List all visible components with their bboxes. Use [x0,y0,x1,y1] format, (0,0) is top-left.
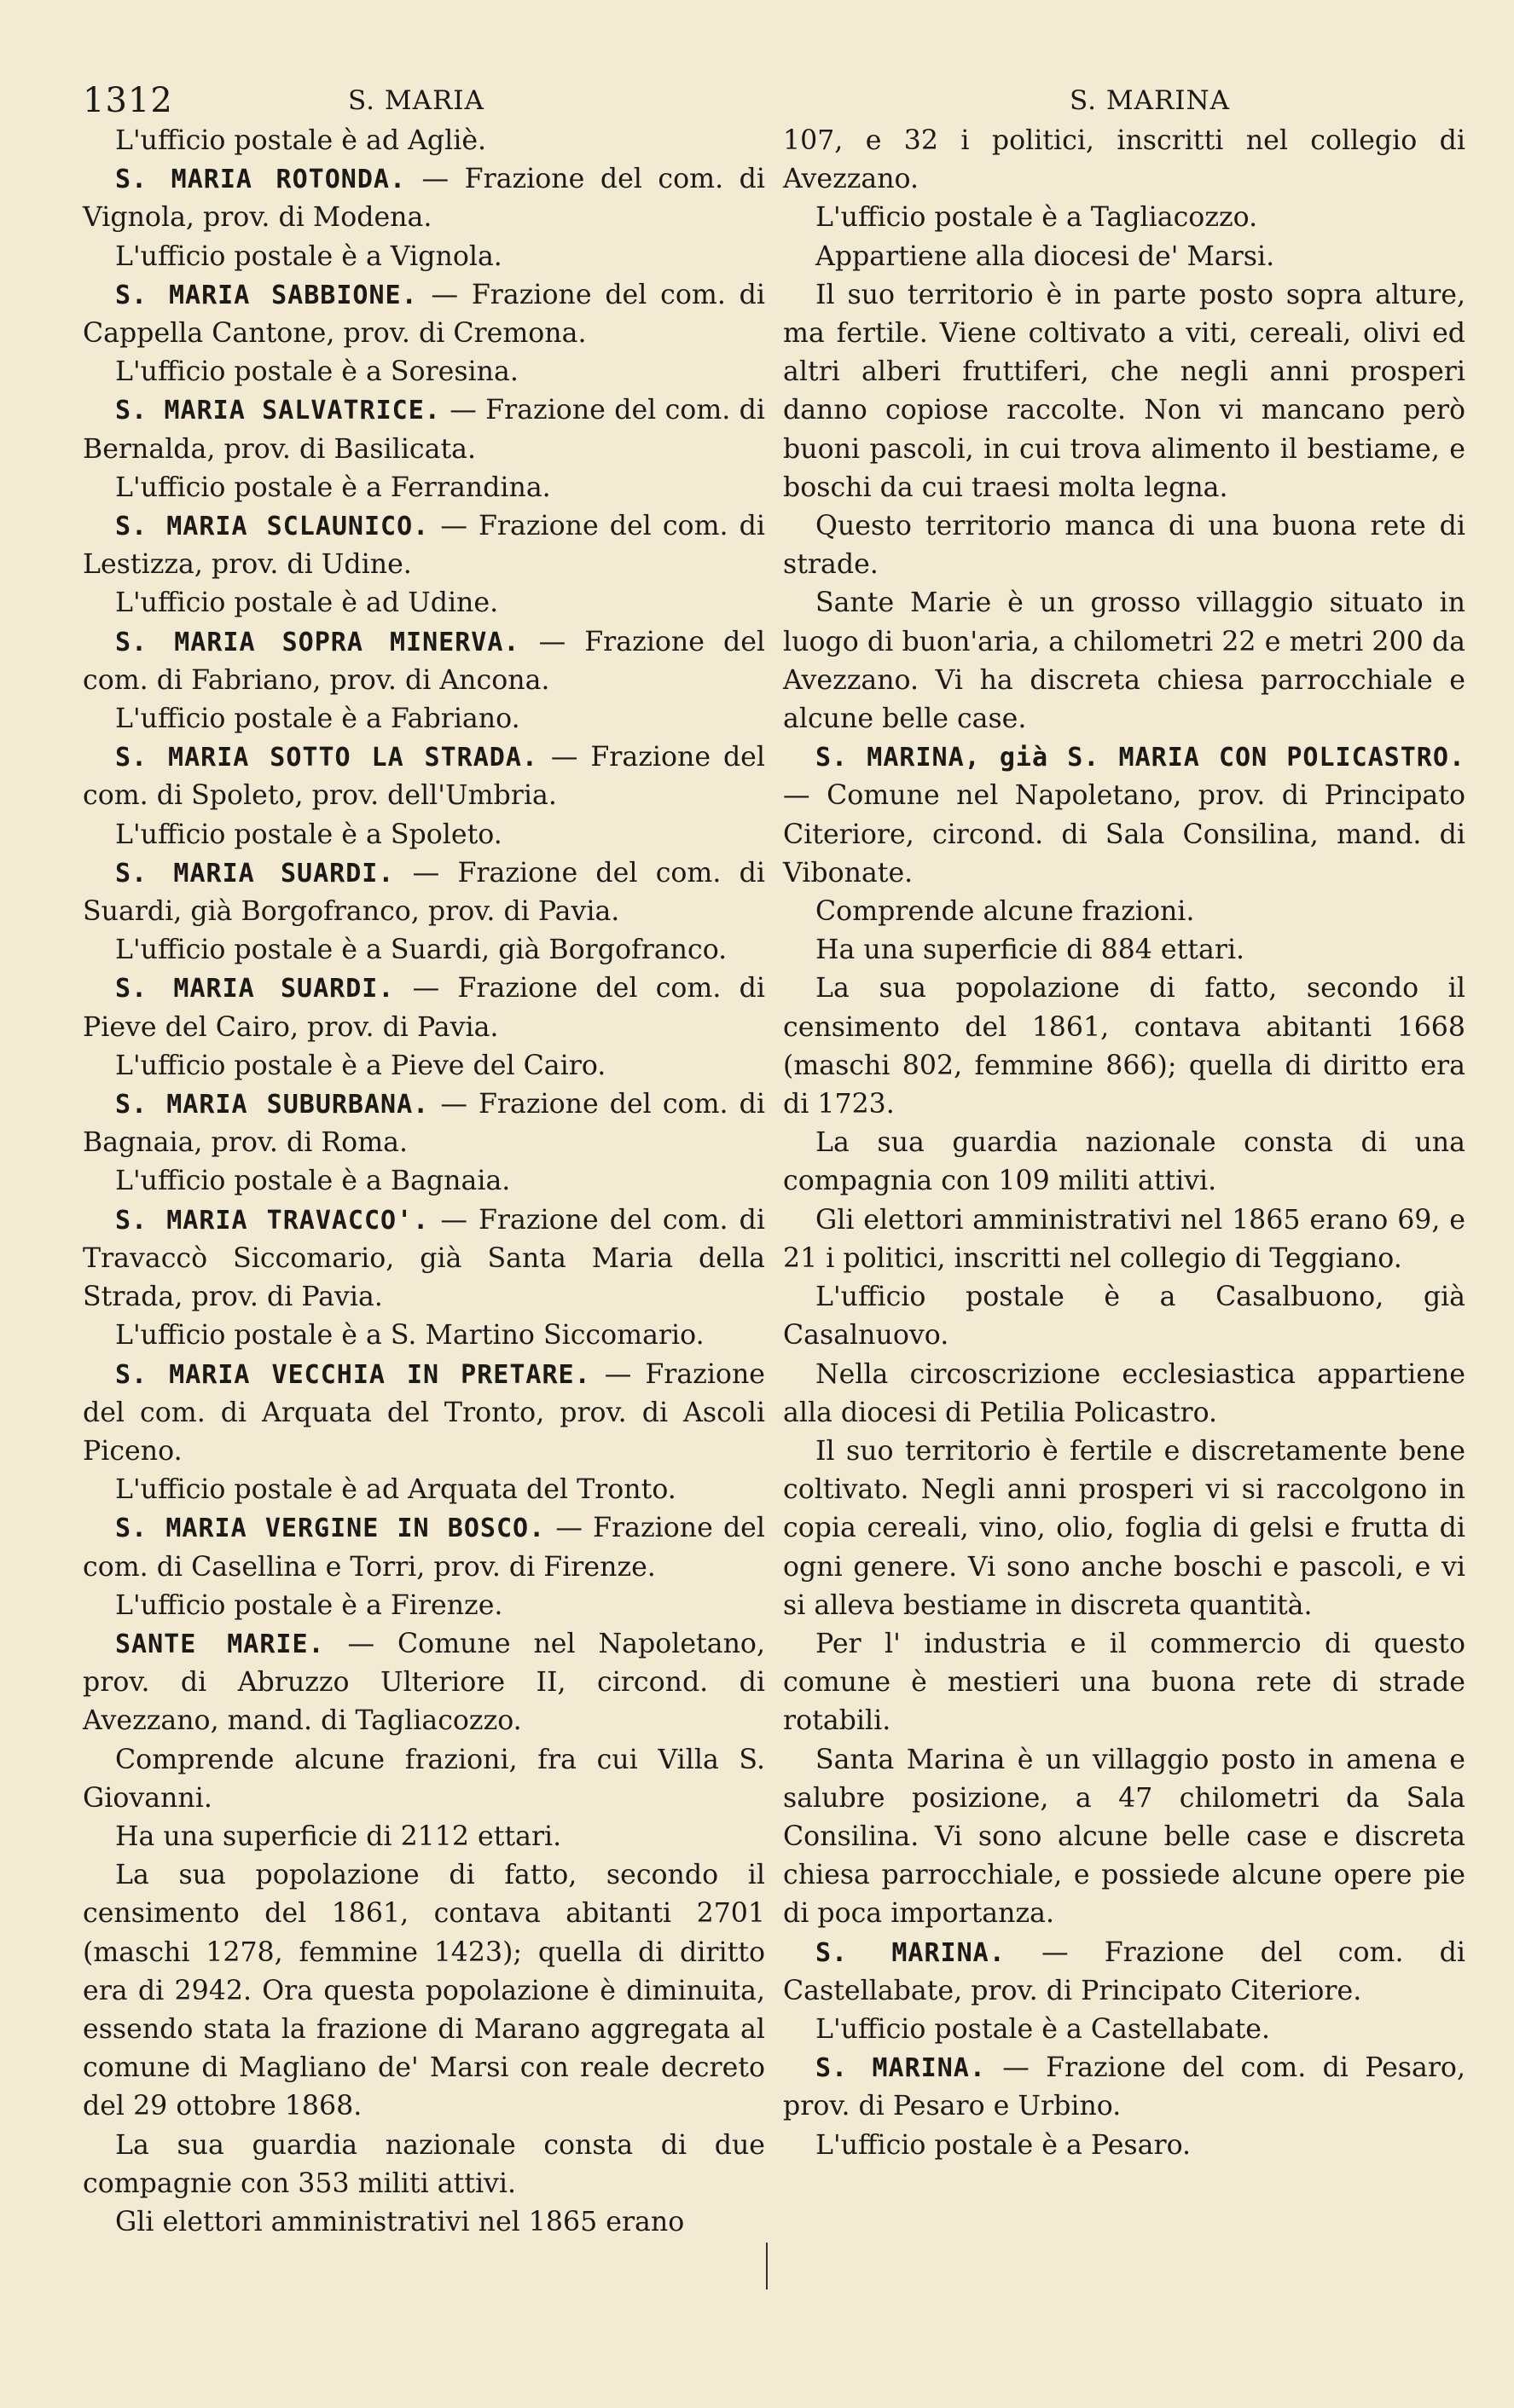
entry-paragraph [83,122,765,160]
entry-paragraph [83,1587,765,1625]
entry-text: Ha una superficie di 884 ettari. [815,935,1245,966]
entry-paragraph [83,160,765,237]
entry-paragraph [83,1047,765,1085]
entry-paragraph [83,816,765,854]
entry-paragraph [783,276,1465,507]
entry-text: Il suo territorio è fertile e discretamente bene coltivato. Negli anni prosperi vi si raccolgono in copia cereali, vino, olio, foglia di gelsi e frutta di ogni genere. Vi sono anche boschi e pascoli, e vi si alleva bestiame in discreta quantità. [783,1435,1465,1621]
entry-paragraph [83,1509,765,1586]
entry-headword: S. MARIA SABBIONE. [115,280,418,310]
entry-text: Comprende alcune frazioni. [815,896,1195,928]
entry-text: Gli elettori amministrativi nel 1865 erano [115,2206,685,2237]
entry-headword: S. MARIA VECCHIA IN PRETARE. [115,1359,591,1390]
entry-text: — Frazione del com. di Cappella Cantone, prov. di Cremona. [83,279,766,350]
entry-text: Appartiene alla diocesi de' Marsi. [815,240,1275,272]
entry-paragraph [783,1124,1465,1201]
entry-paragraph [783,122,1465,199]
entry-paragraph [83,970,765,1046]
entry-paragraph [83,353,765,391]
entry-text: L'ufficio postale è a Pieve del Cairo. [115,1050,606,1081]
entry-paragraph [83,1471,765,1509]
entry-paragraph [83,2203,765,2242]
entry-text: L'ufficio postale è a S. Martino Siccomario. [115,1320,705,1352]
entry-text: L'ufficio postale è a Tagliacozzo. [815,202,1258,234]
entry-paragraph [83,1625,765,1741]
entry-text: L'ufficio postale è a Vignola. [115,240,502,272]
entry-text: Gli elettori amministrativi nel 1865 erano 69, e 21 i politici, inscritti nel collegio di Teggiano. [783,1204,1465,1274]
entry-paragraph [83,1741,765,1818]
entry-paragraph [83,2127,765,2203]
entry-paragraph [783,1278,1465,1355]
entry-text: — Frazione del com. di Suardi, già Borgofranco, prov. di Pavia. [83,857,765,928]
entry-text: — Frazione del com. di Casellina e Torri, prov. di Firenze. [83,1513,765,1583]
entry-headword: S. MARINA. [815,1937,1006,1968]
entry-paragraph [783,2011,1465,2049]
entry-paragraph [783,738,1465,893]
entry-paragraph [83,469,765,507]
left-running-head: S. MARIA [348,85,484,116]
entry-paragraph [83,1317,765,1355]
entry-paragraph [783,893,1465,931]
entry-text: La sua guardia nazionale consta di una compagnia con 109 militi attivi. [783,1127,1465,1197]
entry-paragraph [83,391,765,468]
entry-paragraph [83,700,765,738]
entry-text: L'ufficio postale è a Pesaro. [815,2129,1192,2161]
column-rule [766,2243,768,2289]
entry-paragraph [783,199,1465,237]
entry-text: L'ufficio postale è a Soresina. [115,356,519,388]
entry-paragraph [783,1201,1465,1278]
entry-paragraph [83,276,765,353]
entry-text: — Frazione del com. di Vignola, prov. di Modena. [83,164,765,234]
entry-text: Per l' industria e il commercio di questo comune è mestieri una buona rete di strade rotabili. [783,1628,1465,1737]
entry-text: — Frazione del com. di Castellabate, prov. di Principato Citeriore. [783,1936,1465,2006]
entry-text: Comprende alcune frazioni, fra cui Villa S. Giovanni. [83,1744,765,1814]
entry-paragraph [783,1625,1465,1741]
entry-text: Ha una superficie di 2112 ettari. [115,1820,562,1852]
entry-headword: S. MARIA ROTONDA. [115,165,407,195]
entry-text: — Frazione del com. di Fabriano, prov. di Ancona. [83,626,765,696]
entry-headword: S. MARIA SUBURBANA. [115,1090,430,1120]
entry-text: La sua guardia nazionale consta di due compagnie con 353 militi attivi. [83,2129,765,2199]
page-number: 1312 [83,81,173,120]
entry-text: — Frazione del com. di Travaccò Siccomario, già Santa Maria della Strada, prov. di Pavia. [83,1204,765,1313]
left-column [83,122,765,2242]
entry-headword: S. MARIA SUARDI. [115,974,395,1004]
entry-headword: S. MARIA SUARDI. [115,858,395,889]
entry-paragraph [783,507,1465,584]
entry-paragraph [783,1356,1465,1433]
entry-text: L'ufficio postale è ad Agliè. [115,125,487,156]
entry-text: L'ufficio postale è a Castellabate. [815,2013,1271,2045]
entry-paragraph [783,1741,1465,1934]
entry-text: Nella circoscrizione ecclesiastica appartiene alla diocesi di Petilia Policastro. [783,1358,1465,1428]
entry-headword: S. MARIA TRAVACCO'. [115,1205,430,1236]
entry-text: — Frazione del com. di Arquata del Tronto, prov. di Ascoli Piceno. [83,1358,765,1467]
entry-text: — Comune nel Napoletano, prov. di Principato Citeriore, circond. di Sala Consilina, mand. di Vibonate. [783,780,1465,889]
entry-paragraph [83,238,765,276]
entry-paragraph [783,238,1465,276]
entry-headword: S. MARINA. [815,2053,986,2084]
entry-headword: S. MARIA SOTTO LA STRADA. [115,743,538,773]
entry-paragraph [783,1433,1465,1625]
entry-text: Santa Marina è un villaggio posto in amena e salubre posizione, a 47 chilometri da Sala Consilina. Vi sono alcune belle case e discreta chiesa parrocchiale, e possiede alcune opere pie di poca importanza. [783,1744,1465,1930]
entry-headword: S. MARIA VERGINE IN BOSCO. [115,1514,546,1544]
entry-paragraph [783,584,1465,738]
entry-text: 107, e 32 i politici, inscritti nel collegio di Avezzano. [783,125,1465,195]
entry-headword: S. MARIA SOPRA MINERVA. [115,627,520,657]
entry-text: La sua popolazione di fatto, secondo il censimento del 1861, contava abitanti 2701 (maschi 1278, femmine 1423); quella di diritto era di 2942. Ora questa popolazione è diminuita, essendo stata la frazione di Marano aggregata al comune di Magliano de' Marsi con reale decreto del 29 ottobre 1868. [83,1860,765,2122]
entry-text: La sua popolazione di fatto, secondo il censimento del 1861, contava abitanti 1668 (maschi 802, femmine 866); quella di diritto era di 1723. [783,973,1465,1120]
entry-text: L'ufficio postale è a Spoleto. [115,819,502,850]
entry-text: L'ufficio postale è a Firenze. [115,1589,503,1621]
entry-headword: SANTE MARIE. [115,1629,325,1659]
entry-paragraph [783,2127,1465,2165]
entry-text: L'ufficio postale è a Fabriano. [115,703,520,735]
entry-text: — Frazione del com. di Spoleto, prov. dell'Umbria. [83,742,765,812]
entry-headword: S. MARIA SCLAUNICO. [115,512,430,542]
entry-paragraph [83,1856,765,2126]
entry-paragraph [83,584,765,622]
entry-text: — Frazione del com. di Bernalda, prov. di Basilicata. [83,395,766,465]
entry-headword: S. MARINA, già S. MARIA CON POLICASTRO. [815,743,1465,773]
entry-text: Sante Marie è un grosso villaggio situato in luogo di buon'aria, a chilometri 22 e metri 200 da Avezzano. Vi ha discreta chiesa parrocchiale e alcune belle case. [783,588,1465,735]
entry-paragraph [83,1085,765,1162]
entry-text: L'ufficio postale è a Suardi, già Borgofranco. [115,935,728,966]
entry-paragraph [783,931,1465,970]
entry-paragraph [83,931,765,970]
entry-paragraph [83,1162,765,1201]
entry-text: — Frazione del com. di Pesaro, prov. di Pesaro e Urbino. [783,2052,1465,2122]
entry-paragraph [83,1356,765,1472]
entry-paragraph [83,1201,765,1317]
entry-paragraph [783,1934,1465,2011]
entry-text: Questo territorio manca di una buona rete di strade. [783,511,1465,581]
entry-text: L'ufficio postale è a Casalbuono, già Casalnuovo. [783,1282,1465,1352]
entry-text: L'ufficio postale è a Bagnaia. [115,1166,511,1197]
entry-paragraph [83,1818,765,1856]
entry-paragraph [83,738,765,815]
entry-text: — Frazione del com. di Lestizza, prov. di Udine. [83,511,765,581]
right-column [783,122,1465,2165]
entry-paragraph [783,2049,1465,2126]
entry-headword: S. MARIA SALVATRICE. [115,396,441,426]
right-running-head: S. MARINA [1070,85,1231,116]
entry-text: L'ufficio postale è a Ferrandina. [115,472,551,503]
entry-text: — Comune nel Napoletano, prov. di Abruzzo Ulteriore II, circond. di Avezzano, mand. di Tagliacozzo. [83,1628,765,1737]
entry-text: — Frazione del com. di Pieve del Cairo, prov. di Pavia. [83,973,765,1043]
entry-text: L'ufficio postale è ad Arquata del Tronto. [115,1474,676,1506]
entry-text: — Frazione del com. di Bagnaia, prov. di Roma. [83,1089,765,1159]
entry-text: L'ufficio postale è ad Udine. [115,588,499,619]
entry-paragraph [83,623,765,700]
entry-paragraph [83,507,765,584]
entry-text: Il suo territorio è in parte posto sopra alture, ma fertile. Viene coltivato a viti, cereali, olivi ed altri alberi fruttiferi, che negli anni prosperi danno copiose raccolte. Non vi mancano però buoni pascoli, in cui trova alimento il bestiame, e boschi da cui traesi molta legna. [783,279,1465,503]
entry-paragraph [83,854,765,931]
entry-paragraph [783,970,1465,1124]
